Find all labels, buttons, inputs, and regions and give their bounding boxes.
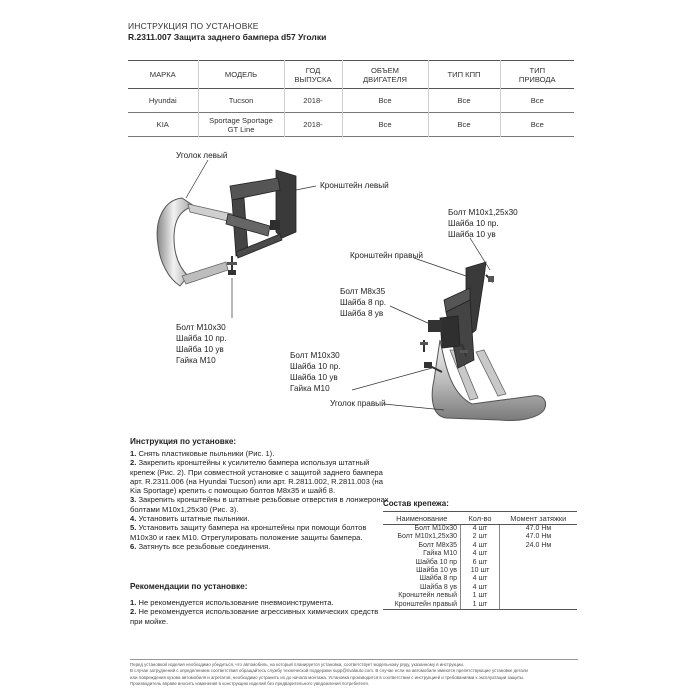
instruction-step: [130, 542, 392, 551]
fastener-torque: [500, 559, 578, 567]
center-bolt-line: Шайба 10 ув: [290, 373, 338, 382]
recommendation-item: [130, 607, 392, 626]
instruction-step: [130, 514, 392, 523]
fastener-qty: 4 шт: [461, 542, 500, 550]
fastener-qty: 4 шт: [461, 575, 500, 583]
step-number: 5.: [130, 523, 137, 533]
cell-engine: Все: [342, 113, 428, 137]
col-qty: Кол-во: [461, 512, 500, 525]
step-text: Закрепить кронштейны к усилителю бампера используя штатный крепеж (Рис. 2). При совместной установке с защитой заднего бампера арт. R.2311.006 (на Hyundai Tucson) или арт. R.2811.002, R.2811.003 (на Kia Sportage) крепить с помощью болтов М8х35 и шайб 8.: [130, 458, 383, 496]
left-hardware: [227, 256, 237, 275]
col-torque: Момент затяжки: [500, 512, 578, 525]
top-right-bolt-line: Шайба 10 ув: [448, 230, 496, 239]
table-row: [383, 559, 577, 567]
instruction-step: [130, 523, 392, 542]
center-bolt-line: Болт М10х30: [290, 351, 340, 360]
instructions-list: [130, 449, 392, 551]
cell-gearbox: Все: [428, 89, 500, 113]
m8-bolt-line: Болт М8х35: [340, 287, 386, 296]
cell-engine: Все: [342, 89, 428, 113]
col-name: Наименование: [383, 512, 461, 525]
step-number: 2.: [130, 458, 137, 468]
fastener-torque: [500, 584, 578, 592]
cell-gearbox: Все: [428, 113, 500, 137]
cell-make: KIA: [156, 120, 169, 129]
instruction-step: [130, 458, 392, 495]
col-year-label: ГОД ВЫПУСКА: [294, 65, 332, 84]
fastener-name: Кронштейн правый: [383, 601, 461, 610]
footer-line: В случае затруднений с определением соответствия обращайтесь службу технической поддержки supp@rivalauto.com. В случае если на автомобиле имеются препятствующие установке детали: [130, 668, 528, 674]
table-row: [383, 533, 577, 541]
fastener-name: Кронштейн левый: [398, 592, 457, 600]
table-row: [383, 592, 577, 600]
label-corner-left: Уголок левый: [176, 151, 228, 160]
step-text: Затянуть все резьбовые соединения.: [138, 541, 271, 551]
cell-model-text: Sportage Sportage GT Line: [209, 115, 273, 134]
footer-line: или повреждения кузова автомобиля и агрегатов, необходимо устранить их до начала монтажа. Установка производится в соответствии с инструкцией и требованиями к эксплуатации защиты.: [130, 674, 525, 680]
cell-year: 2018-: [284, 113, 342, 137]
instructions-title: Инструкция по установке:: [130, 437, 237, 446]
label-bracket-right: Кронштейн правый: [350, 251, 423, 260]
recommendation-item: [130, 598, 392, 607]
center-bolt-line: Гайка М10: [290, 384, 330, 393]
cell-drive: Все: [500, 89, 574, 113]
fasteners-header: [383, 512, 577, 525]
table-row: [383, 584, 577, 592]
table-row: [383, 525, 577, 534]
fastener-torque: [500, 601, 578, 610]
fastener-torque: 47.0 Нм: [525, 525, 552, 532]
instruction-step: [130, 495, 392, 514]
step-number: 3.: [130, 495, 137, 505]
col-engine-label: ОБЪЕМ ДВИГАТЕЛЯ: [363, 65, 407, 84]
col-model: МОДЕЛЬ: [198, 61, 284, 89]
table-row: [383, 575, 577, 583]
step-number: 1.: [130, 449, 137, 458]
rec-number: 2.: [130, 607, 137, 617]
instruction-step: [130, 449, 392, 458]
col-drive-label: ТИП ПРИВОДА: [518, 65, 556, 84]
fastener-name: Шайба 8 пр: [419, 575, 457, 583]
fasteners-table: [383, 511, 577, 610]
fastener-qty: 10 шт: [461, 567, 500, 575]
fastener-name: Гайка М10: [423, 550, 457, 558]
fastener-qty: 1 шт: [461, 592, 500, 600]
fastener-name: Болт М10х30: [414, 525, 457, 532]
step-text: Установить защиту бампера на кронштейны при помощи болтов М10х30 и гаек М10. Отрегулировать положение защиты бампера.: [130, 523, 367, 542]
footer-disclaimer: [130, 659, 578, 687]
fastener-name: Болт М8х35: [418, 541, 457, 549]
fastener-qty: 4 шт: [461, 584, 500, 592]
fasteners-title: Состав крепежа:: [383, 499, 449, 508]
fastener-torque: 47.0 Нм: [525, 533, 552, 541]
col-make: МАРКА: [149, 70, 176, 79]
recommendations-title: Рекомендации по установке:: [130, 582, 248, 591]
rec-text: Не рекомендуется использование пневмоинструмента.: [138, 598, 334, 607]
fastener-torque: [500, 575, 578, 583]
left-bolt-line: Болт М10х30: [176, 323, 226, 332]
fastener-qty: 2 шт: [461, 533, 500, 541]
fastener-torque: 24.0 Нм: [525, 541, 552, 549]
right-corner-guard: [432, 340, 545, 421]
m8-bolt-line: Шайба 8 пр.: [340, 298, 387, 307]
fastener-torque: [500, 592, 578, 600]
table-row: [383, 567, 577, 575]
label-center-bolts: [290, 350, 341, 394]
fastener-qty: 1 шт: [461, 601, 500, 610]
fastener-qty: 6 шт: [461, 559, 500, 567]
fastener-name: Шайба 10 ув: [416, 567, 457, 575]
recommendations-list: [130, 598, 392, 626]
footer-line: Перед установкой изделия необходимо убедиться, что автомобиль, на который планируется установка, соответствует модельному ряду, указанному в инструкции.: [130, 662, 465, 667]
fastener-qty: 4 шт: [461, 525, 500, 534]
table-row: [383, 601, 577, 610]
footer-line: Производитель вправе вносить изменения в конструкцию изделий без предварительного уведомления потребителя.: [130, 680, 369, 686]
fastener-qty: 4 шт: [461, 550, 500, 558]
fastener-name: Болт М10х1,25х30: [397, 533, 457, 541]
center-bolt-line: Шайба 10 пр.: [290, 362, 341, 371]
table-row: [383, 542, 577, 550]
step-text: Снять пластиковые пыльники (Рис. 1).: [138, 449, 275, 458]
label-left-bolts: [176, 322, 227, 366]
rec-number: 1.: [130, 598, 137, 607]
step-number: 6.: [130, 541, 137, 551]
fastener-torque: [500, 550, 578, 558]
cell-drive: Все: [500, 113, 574, 137]
col-gearbox: ТИП КПП: [428, 61, 500, 89]
top-right-bolt-line: Болт М10х1,25х30: [448, 208, 518, 217]
step-text: Установить штатные пыльники.: [138, 514, 250, 524]
rec-text: Не рекомендуется использование агрессивных химических средств при мойке.: [130, 607, 379, 626]
left-bolt-line: Шайба 10 ув: [176, 345, 224, 354]
doc-type: ИНСТРУКЦИЯ ПО УСТАНОВКЕ: [128, 21, 259, 31]
left-bolt-line: Шайба 10 пр.: [176, 334, 227, 343]
step-number: 4.: [130, 514, 137, 524]
left-corner-guard: [157, 198, 232, 286]
label-corner-right: Уголок правый: [330, 399, 386, 408]
fastener-torque: [500, 567, 578, 575]
label-m8-bolts: [340, 286, 386, 319]
table-row: [383, 550, 577, 558]
cell-make: Hyundai: [148, 96, 177, 105]
cell-model: Tucson: [198, 89, 284, 113]
top-right-bolt-line: Шайба 10 пр.: [448, 219, 499, 228]
left-bolt-line: Гайка М10: [176, 356, 216, 365]
article-title: R.2311.007 Защита заднего бампера d57 Уголки: [128, 32, 327, 42]
cell-year: 2018-: [284, 89, 342, 113]
m8-bolt-line: Шайба 8 ув: [340, 309, 384, 318]
label-top-right-bolts: [448, 207, 518, 240]
label-bracket-left: Кронштейн левый: [320, 181, 389, 190]
left-bracket: [226, 170, 296, 258]
fastener-name: Шайба 8 ув: [420, 583, 457, 591]
fastener-name: Шайба 10 пр: [415, 558, 457, 566]
step-text: Закрепить кронштейны в штатные резьбовые отверстия в лонжеронах болтами М10х1,25х30 (Рис. 3).: [130, 495, 389, 514]
